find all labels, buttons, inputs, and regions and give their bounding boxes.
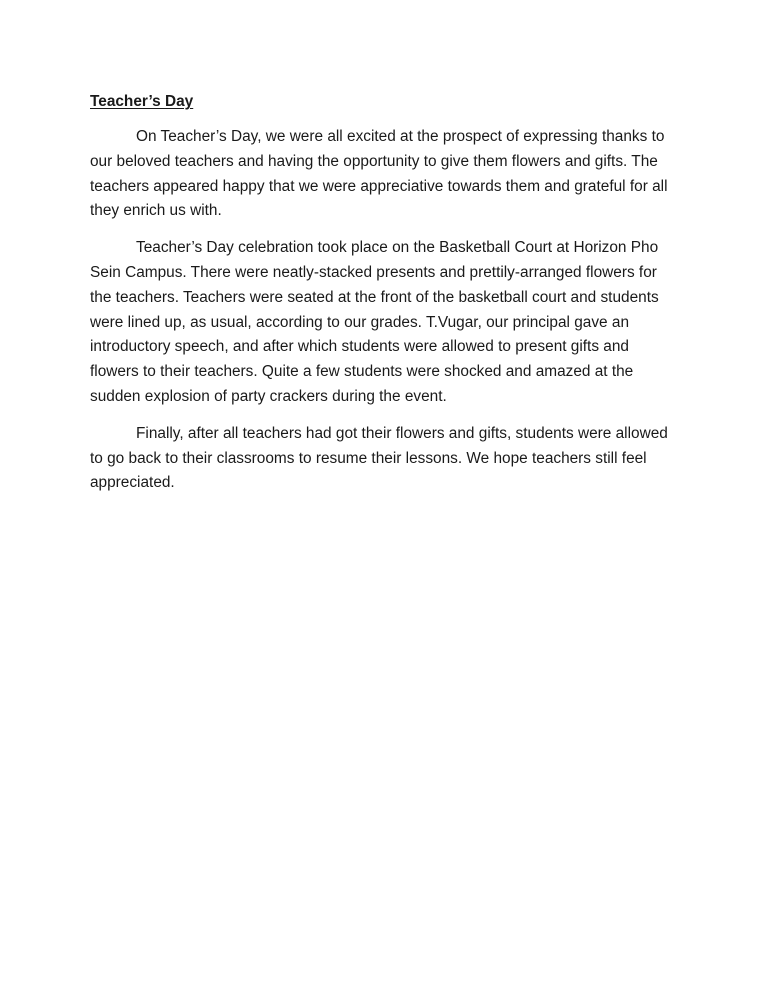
- document-title: Teacher’s Day: [90, 93, 194, 110]
- document-body: [90, 91, 678, 508]
- paragraph-1: On Teacher’s Day, we were all excited at the prospect of expressing thanks to our beloved teachers and having the opportunity to give them flowers and gifts. The teachers appeared happy that we were appreciative towards them and grateful for all they enrich us with.: [90, 128, 668, 220]
- paragraph-2: Teacher’s Day celebration took place on the Basketball Court at Horizon Pho Sein Campus. There were neatly-stacked presents and prettily-arranged flowers for the teachers. Teachers were seated at the front of the basketball court and students were lined up, as usual, according to our grades. T.Vugar, our principal gave an introductory speech, and after which students were allowed to present gifts and flowers to their teachers. Quite a few students were shocked and amazed at the sudden explosion of party crackers during the event.: [90, 239, 659, 405]
- paragraph-3: Finally, after all teachers had got their flowers and gifts, students were allowed to go back to their classrooms to resume their lessons. We hope teachers still feel appreciated.: [90, 424, 668, 492]
